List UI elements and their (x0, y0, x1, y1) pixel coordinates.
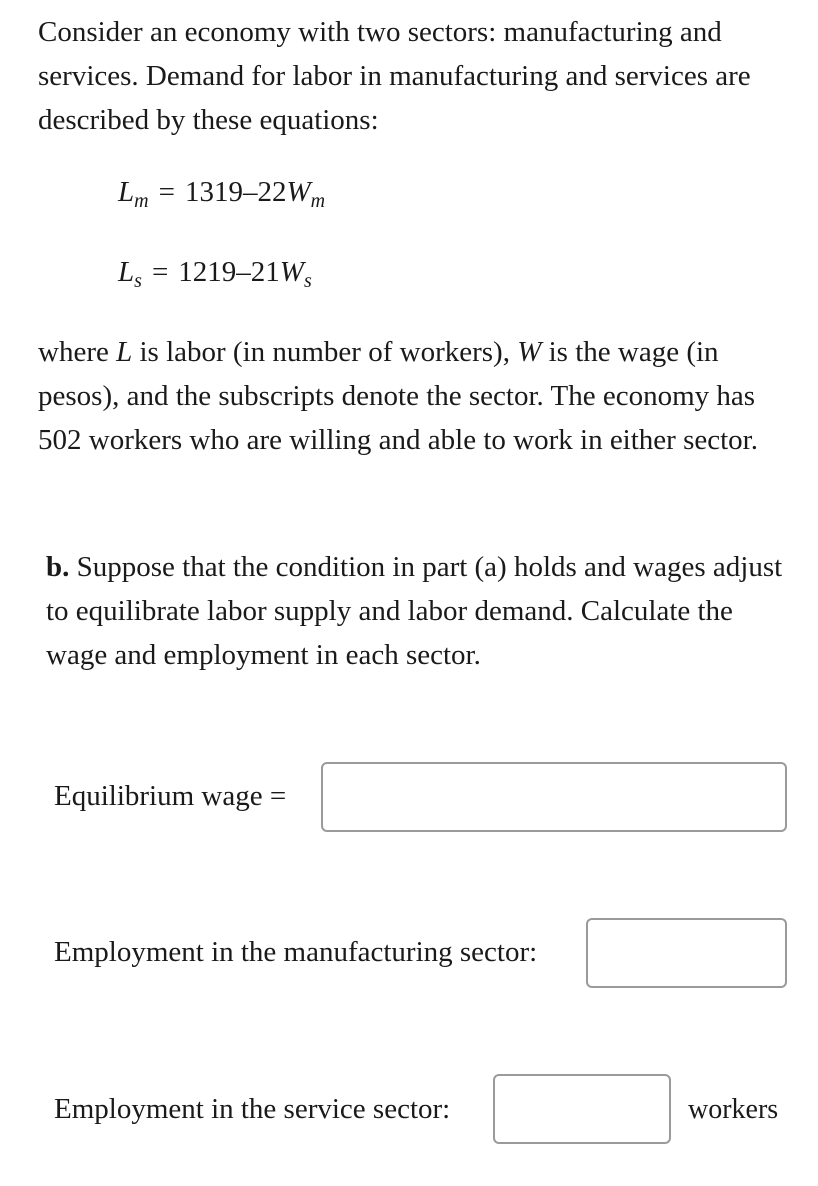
service-input[interactable] (493, 1074, 671, 1144)
intro-paragraph: Consider an economy with two sectors: manufacturing and services. Demand for labor in manufacturing and services are described by these equations: (38, 16, 751, 136)
explanation-var-l: L (116, 336, 133, 368)
wage-input[interactable] (321, 762, 787, 832)
eq1-rhs-sub: m (310, 190, 326, 212)
explanation-text-1: where (38, 336, 117, 368)
explanation-paragraph (38, 330, 798, 462)
eq1-rhs-var: W (286, 176, 311, 208)
eq2-coef: 21 (250, 256, 280, 288)
manufacturing-label: Employment in the manufacturing sector: (54, 936, 538, 968)
wage-label: Equilibrium wage = (54, 780, 287, 812)
explanation-text-3: is the wage (in pesos), and the subscripts denote the sector. The economy has 502 workers who are willing and able to work in either sector. (38, 336, 758, 456)
question-b (46, 545, 786, 677)
eq2-lhs-sub: s (134, 270, 142, 292)
eq1-equals: = (158, 176, 175, 208)
question-text: Suppose that the condition in part (a) holds and wages adjust to equilibrate labor supply and labor demand. Calculate the wage and employment in each sector. (46, 551, 783, 671)
eq1-coef: 22 (257, 176, 287, 208)
eq2-equals: = (151, 256, 169, 288)
service-label: Employment in the service sector: (54, 1093, 451, 1125)
eq2-rhs-sub: s (303, 270, 312, 292)
equation-services (118, 256, 312, 292)
explanation-var-w: W (517, 336, 542, 368)
eq1-lhs-sub: m (134, 190, 149, 212)
eq2-lhs-var: L (118, 256, 135, 288)
eq1-lhs-var: L (118, 176, 135, 208)
manufacturing-input[interactable] (586, 918, 787, 988)
eq1-minus: – (242, 176, 258, 208)
eq2-constant: 1219 (178, 256, 237, 288)
question-label: b. (46, 551, 70, 583)
eq2-minus: – (236, 256, 251, 288)
eq2-rhs-var: W (279, 256, 304, 288)
service-unit: workers (688, 1094, 779, 1125)
equation-manufacturing (118, 176, 326, 212)
explanation-text-2: is labor (in number of workers), (132, 336, 518, 368)
eq1-constant: 1319 (184, 176, 243, 208)
